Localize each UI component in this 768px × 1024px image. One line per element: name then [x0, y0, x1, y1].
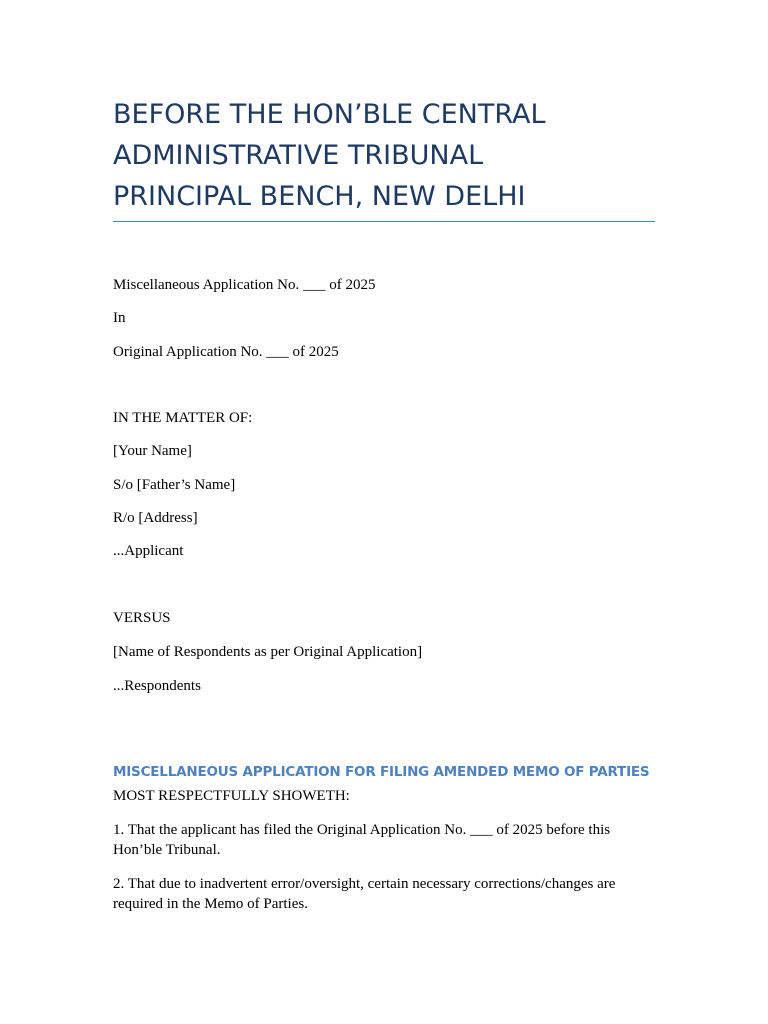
matter-heading: IN THE MATTER OF:: [113, 410, 253, 426]
title-line-3: PRINCIPAL BENCH, NEW DELHI: [113, 181, 526, 212]
paragraph-1: 1. That the applicant has filed the Original Application No. ___ of 2025 before this Hon’ble Tribunal.: [113, 822, 611, 858]
applicant-label: ...Applicant: [113, 543, 184, 559]
misc-application-number: Miscellaneous Application No. ___ of 2025: [113, 277, 376, 293]
respondents-name: [Name of Respondents as per Original Application]: [113, 644, 423, 660]
title-line-1: BEFORE THE HON’BLE CENTRAL: [113, 99, 546, 130]
title-underline-divider: [113, 221, 655, 222]
title-line-2: ADMINISTRATIVE TRIBUNAL: [113, 140, 484, 171]
applicant-address: R/o [Address]: [113, 510, 198, 526]
application-heading: MISCELLANEOUS APPLICATION FOR FILING AMENDED MEMO OF PARTIES: [113, 764, 650, 780]
applicant-name: [Your Name]: [113, 443, 192, 459]
respondents-label: ...Respondents: [113, 678, 201, 694]
in-label: In: [113, 310, 126, 326]
paragraph-2: 2. That due to inadvertent error/oversight, certain necessary corrections/changes are required in the Memo of Parties.: [113, 876, 616, 912]
applicant-father-name: S/o [Father’s Name]: [113, 477, 236, 493]
original-application-number: Original Application No. ___ of 2025: [113, 344, 339, 360]
document-title: [113, 94, 655, 217]
showeth-text: MOST RESPECTFULLY SHOWETH:: [113, 788, 350, 804]
versus-label: VERSUS: [113, 610, 171, 626]
